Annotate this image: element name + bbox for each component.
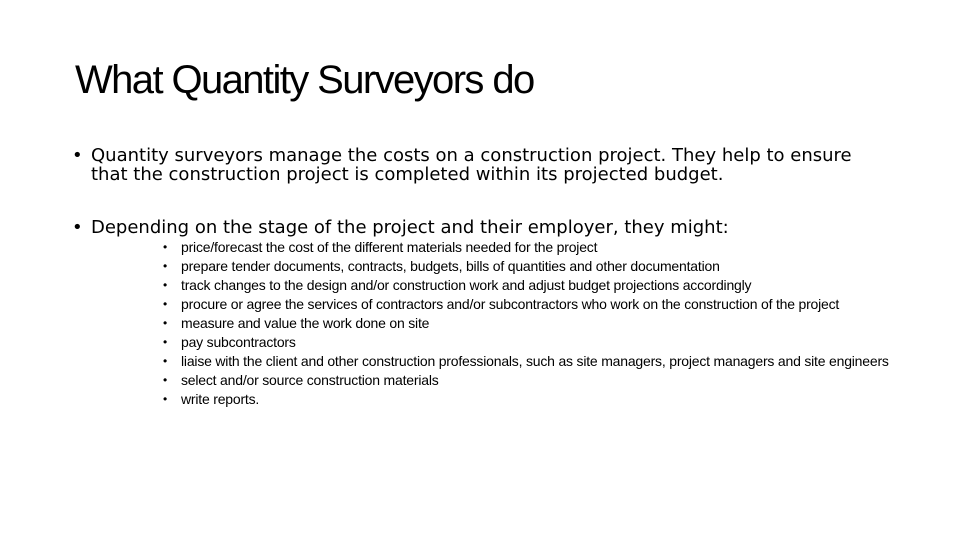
bullet-text: Depending on the stage of the project and their employer, they might: xyxy=(91,217,729,238)
sub-bullet-dot: • xyxy=(163,316,168,330)
sub-bullet-item xyxy=(163,335,903,349)
sub-bullet-text: measure and value the work done on site xyxy=(181,315,430,331)
sub-bullet-text: write reports. xyxy=(181,391,260,407)
bullet-dot: • xyxy=(72,217,83,238)
sub-bullet-dot: • xyxy=(163,335,168,349)
sub-bullet-item xyxy=(163,316,903,330)
sub-bullet-text: liaise with the client and other construction professionals, such as site managers, project managers and site engineers xyxy=(181,353,889,369)
sub-bullet-text: pay subcontractors xyxy=(181,334,296,350)
sub-bullet-dot: • xyxy=(163,392,168,406)
sub-bullet-text: prepare tender documents, contracts, budgets, bills of quantities and other documentation xyxy=(181,258,720,274)
sub-bullet-item xyxy=(163,373,903,387)
slide-title: What Quantity Surveyors do xyxy=(75,58,534,102)
sub-bullet-item xyxy=(163,392,903,406)
bullet-item xyxy=(72,218,892,406)
sub-bullet-text: track changes to the design and/or construction work and adjust budget projections accordingly xyxy=(181,277,752,293)
sub-bullet-item xyxy=(163,297,903,311)
sub-bullet-dot: • xyxy=(163,354,168,368)
sub-bullet-dot: • xyxy=(163,240,168,254)
bullet-text: Quantity surveyors manage the costs on a construction project. They help to ensure that the construction project is completed within its projected budget. xyxy=(91,145,852,185)
sub-bullet-dot: • xyxy=(163,278,168,292)
bullet-dot: • xyxy=(72,145,83,166)
sub-bullet-item xyxy=(163,354,903,368)
sub-bullet-dot: • xyxy=(163,259,168,273)
sub-bullet-list xyxy=(163,240,892,406)
sub-bullet-text: procure or agree the services of contractors and/or subcontractors who work on the construction of the project xyxy=(181,296,840,312)
bullet-list xyxy=(72,146,892,411)
bullet-item xyxy=(72,146,892,184)
sub-bullet-dot: • xyxy=(163,297,168,311)
sub-bullet-text: price/forecast the cost of the different materials needed for the project xyxy=(181,239,598,255)
sub-bullet-text: select and/or source construction materials xyxy=(181,372,439,388)
sub-bullet-item xyxy=(163,240,903,254)
sub-bullet-item xyxy=(163,259,903,273)
sub-bullet-item xyxy=(163,278,903,292)
sub-bullet-dot: • xyxy=(163,373,168,387)
